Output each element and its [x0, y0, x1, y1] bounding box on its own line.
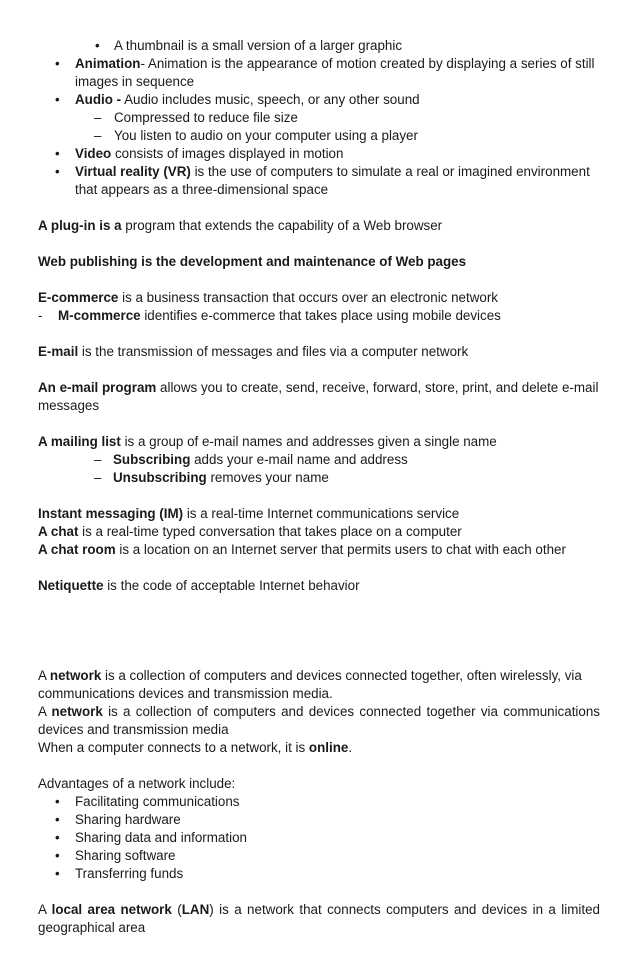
- advantages-heading: Advantages of a network include:: [38, 776, 236, 791]
- chat-room-paragraph: [38, 541, 600, 559]
- network-paragraph-1: A network is a collection of computers and devices connected together, often wirelessly, via communications devices and transmission media.: [38, 668, 582, 701]
- audio-definition: Audio includes music, speech, or any other sound: [121, 92, 420, 107]
- netiquette-paragraph: [38, 577, 600, 595]
- dash-mark: –: [94, 470, 102, 485]
- chat-definition: is a real-time typed conversation that takes place on a computer: [78, 524, 462, 539]
- bullet-mark: •: [55, 848, 60, 863]
- subscribing-definition: adds your e-mail name and address: [190, 452, 408, 467]
- mailing-list-subscribe: [38, 451, 600, 469]
- chat-paragraph: [38, 523, 600, 541]
- dash-mark: -: [38, 308, 43, 323]
- network-definition-2: is a collection of computers and devices connected together via communications devices and transmission media: [38, 704, 600, 737]
- email-program-definition: allows you to create, send, receive, forward, store, print, and delete e-mail messages: [38, 380, 599, 413]
- mcommerce-definition: identifies e-commerce that takes place using mobile devices: [140, 308, 501, 323]
- plugin-term: A plug-in is a: [38, 218, 122, 233]
- list-subitem-audio-compressed: [38, 109, 600, 127]
- email-definition: is the transmission of messages and files via a computer network: [78, 344, 469, 359]
- online-term: online: [308, 740, 349, 755]
- chat-room-definition: is a location on an Internet server that permits users to chat with each other: [115, 542, 566, 557]
- audio-sub2-text: You listen to audio on your computer using a player: [114, 128, 418, 143]
- dash-mark: –: [94, 452, 102, 467]
- dash-mark: –: [94, 110, 102, 125]
- mailing-list-definition: is a group of e-mail names and addresses given a single name: [120, 434, 497, 449]
- list-item: • Sharing data and information: [55, 830, 247, 845]
- im-paragraph: [38, 505, 600, 523]
- mailing-list-paragraph: [38, 433, 600, 451]
- bullet-mark: •: [55, 830, 60, 845]
- bullet-mark: •: [55, 92, 60, 107]
- ecommerce-definition: is a business transaction that occurs over an electronic network: [118, 290, 498, 305]
- bullet-mark: •: [55, 56, 60, 71]
- plugin-definition: program that extends the capability of a Web browser: [121, 218, 443, 233]
- list-subitem-audio-player: [38, 127, 600, 145]
- netiquette-term: Netiquette: [38, 578, 104, 593]
- animation-definition: - Animation is the appearance of motion created by displaying a series of still images in sequence: [75, 56, 595, 89]
- animation-term: Animation: [75, 56, 141, 71]
- lan-paragraph: A local area network (LAN) is a network that connects computers and devices in a limited geographical area: [38, 902, 600, 935]
- mailing-list-unsubscribe: [38, 469, 600, 487]
- network-term: network: [51, 704, 103, 719]
- unsubscribing-definition: removes your name: [206, 470, 329, 485]
- list-item: • Transferring funds: [55, 866, 184, 881]
- mcommerce-term: M-commerce: [58, 308, 141, 323]
- list-item: • Facilitating communications: [55, 794, 240, 809]
- lan-term: local area network: [51, 902, 172, 917]
- email-program-term: An e-mail program: [38, 380, 157, 395]
- netiquette-definition: is the code of acceptable Internet behavior: [103, 578, 360, 593]
- lan-abbr: LAN: [181, 902, 210, 917]
- bullet-mark: •: [55, 146, 60, 161]
- bullet-mark: •: [55, 866, 60, 881]
- network-definition-1: is a collection of computers and devices connected together, often wirelessly, via communications devices and transmission media.: [38, 668, 582, 701]
- web-publishing-paragraph: [38, 253, 600, 271]
- list-item-animation: [38, 55, 600, 91]
- im-definition: is a real-time Internet communications service: [183, 506, 460, 521]
- vr-term: Virtual reality (VR): [75, 164, 191, 179]
- subscribing-term: Subscribing: [113, 452, 191, 467]
- advantages-list: [38, 793, 600, 883]
- ecommerce-term: E-commerce: [38, 290, 119, 305]
- ecommerce-paragraph: [38, 289, 600, 307]
- thumbnail-text: A thumbnail is a small version of a larger graphic: [114, 38, 403, 53]
- mailing-list-term: A mailing list: [38, 434, 121, 449]
- vr-definition: is the use of computers to simulate a real or imagined environment that appears as a three-dimensional space: [75, 164, 590, 197]
- web-publishing-text: Web publishing is the development and maintenance of Web pages: [38, 254, 467, 269]
- email-term: E-mail: [38, 344, 79, 359]
- im-term: Instant messaging (IM): [38, 506, 184, 521]
- list-item-vr: [38, 163, 600, 199]
- bullet-mark: •: [55, 794, 60, 809]
- list-item-audio: [38, 91, 600, 109]
- unsubscribing-term: Unsubscribing: [113, 470, 207, 485]
- bullet-mark: •: [55, 164, 60, 179]
- audio-term: Audio -: [75, 92, 122, 107]
- bullet-mark: •: [55, 812, 60, 827]
- list-item-video: [38, 145, 600, 163]
- audio-sub1-text: Compressed to reduce file size: [114, 110, 298, 125]
- email-program-paragraph: [38, 379, 600, 415]
- chat-room-term: A chat room: [38, 542, 116, 557]
- list-item: • Sharing hardware: [55, 812, 181, 827]
- email-paragraph: [38, 343, 600, 361]
- network-paragraph-3: When a computer connects to a network, it is online.: [38, 740, 353, 755]
- mcommerce-item: [38, 307, 600, 325]
- video-term: Video: [75, 146, 112, 161]
- dash-mark: –: [94, 128, 102, 143]
- list-item: • Sharing software: [55, 848, 176, 863]
- chat-term: A chat: [38, 524, 79, 539]
- plugin-paragraph: [38, 217, 600, 235]
- list-item-thumbnail: [38, 37, 600, 55]
- network-paragraph-2: A network is a collection of computers and devices connected together via communications devices and transmission media: [38, 704, 600, 737]
- lan-definition: ) is a network that connects computers and devices in a limited geographical area: [38, 902, 600, 935]
- network-term: network: [49, 668, 102, 683]
- video-definition: consists of images displayed in motion: [111, 146, 344, 161]
- bullet-mark: •: [95, 38, 100, 53]
